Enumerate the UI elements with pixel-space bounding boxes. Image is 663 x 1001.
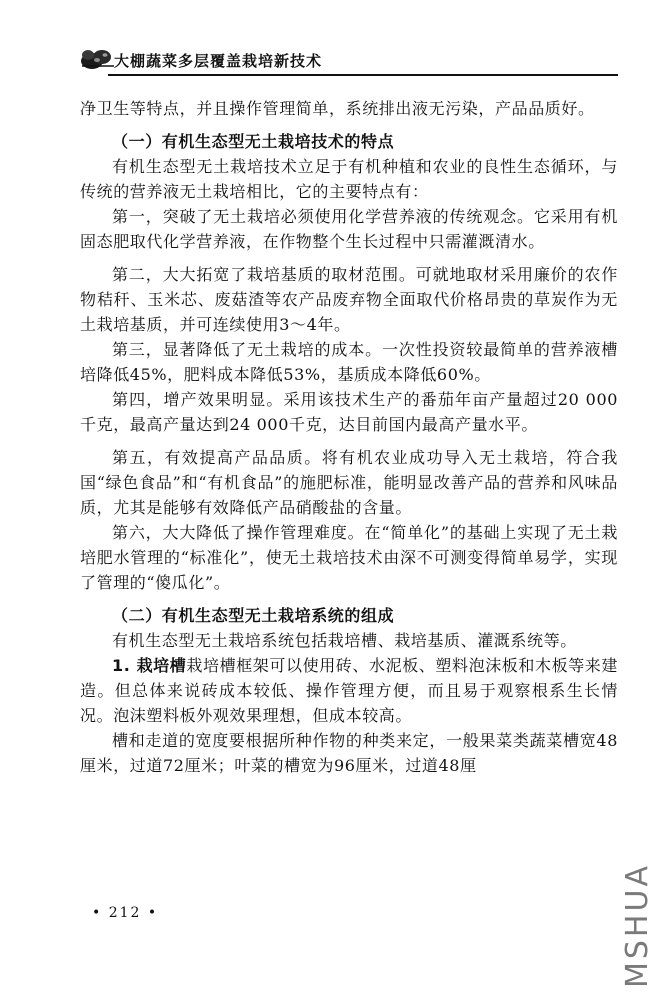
paragraph-point-3: 第三，显著降低了无土栽培的成本。一次性投资较最简单的营养液槽培降低45%，肥料成本降低53%，基质成本降低60%。: [80, 340, 618, 384]
paragraph-continued: 净卫生等特点，并且操作管理简单，系统排出液无污染，产品品质好。: [80, 99, 595, 118]
paragraph-width: 槽和走道的宽度要根据所种作物的种类来定，一般果菜类蔬菜槽宽48厘米，过道72厘米；叶菜的槽宽为96厘米，过道48厘: [80, 731, 618, 775]
paragraph-point-5: 第五，有效提高产品品质。将有机农业成功导入无土栽培，符合我国“绿色食品”和“有机食品”的施肥标准，能明显改善产品的营养和风味品质，尤其是能够有效降低产品硝酸盐的含量。: [80, 448, 618, 517]
page-number: • 212 •: [92, 905, 159, 921]
section-heading-2: [80, 603, 618, 628]
watermark: MSHUA: [620, 863, 655, 988]
section-heading-1: [80, 129, 618, 154]
paragraph-point-4: 第四，增产效果明显。采用该技术生产的番茄年亩产量超过20 000千克，最高产量达到24 000千克，达目前国内最高产量水平。: [80, 390, 618, 434]
paragraph-point-6: 第六，大大降低了操作管理难度。在“简单化”的基础上实现了无土栽培肥水管理的“标准化”，使无土栽培技术由深不可测变得简单易学，实现了管理的“傻瓜化”。: [80, 523, 618, 592]
subsection-label: 1. 栽培槽: [112, 656, 187, 675]
paragraph-cultivation-trough: [80, 653, 618, 728]
page-body: [80, 96, 618, 778]
section-heading-2-text: （二）有机生态型无土栽培系统的组成: [112, 606, 395, 625]
header-rule: [108, 74, 618, 76]
vegetable-logo-icon: [78, 46, 118, 72]
paragraph-system: 有机生态型无土栽培系统包括栽培槽、栽培基质、灌溉系统等。: [112, 631, 577, 650]
paragraph-point-2: 第二，大大拓宽了栽培基质的取材范围。可就地取材采用廉价的农作物秸秆、玉米芯、废菇渣等农产品废弃物全面取代价格昂贵的草炭作为无土栽培基质，并可连续使用3～4年。: [80, 265, 618, 334]
running-header: [78, 40, 618, 80]
book-title: 大棚蔬菜多层覆盖栽培新技术: [114, 52, 323, 70]
paragraph-intro: 有机生态型无土栽培技术立足于有机种植和农业的良性生态循环，与传统的营养液无土栽培相比，它的主要特点有：: [80, 157, 618, 201]
section-heading-1-text: （一）有机生态型无土栽培技术的特点: [112, 132, 395, 151]
subsection-text: 栽培槽框架可以使用砖、水泥板、塑料泡沫板和木板等来建造。但总体来说砖成本较低、操作管理方便，而且易于观察根系生长情况。泡沫塑料板外观效果理想，但成本较高。: [80, 656, 618, 725]
paragraph-point-1: 第一，突破了无土栽培必须使用化学营养液的传统观念。它采用有机固态肥取代化学营养液，在作物整个生长过程中只需灌溉清水。: [80, 207, 618, 251]
